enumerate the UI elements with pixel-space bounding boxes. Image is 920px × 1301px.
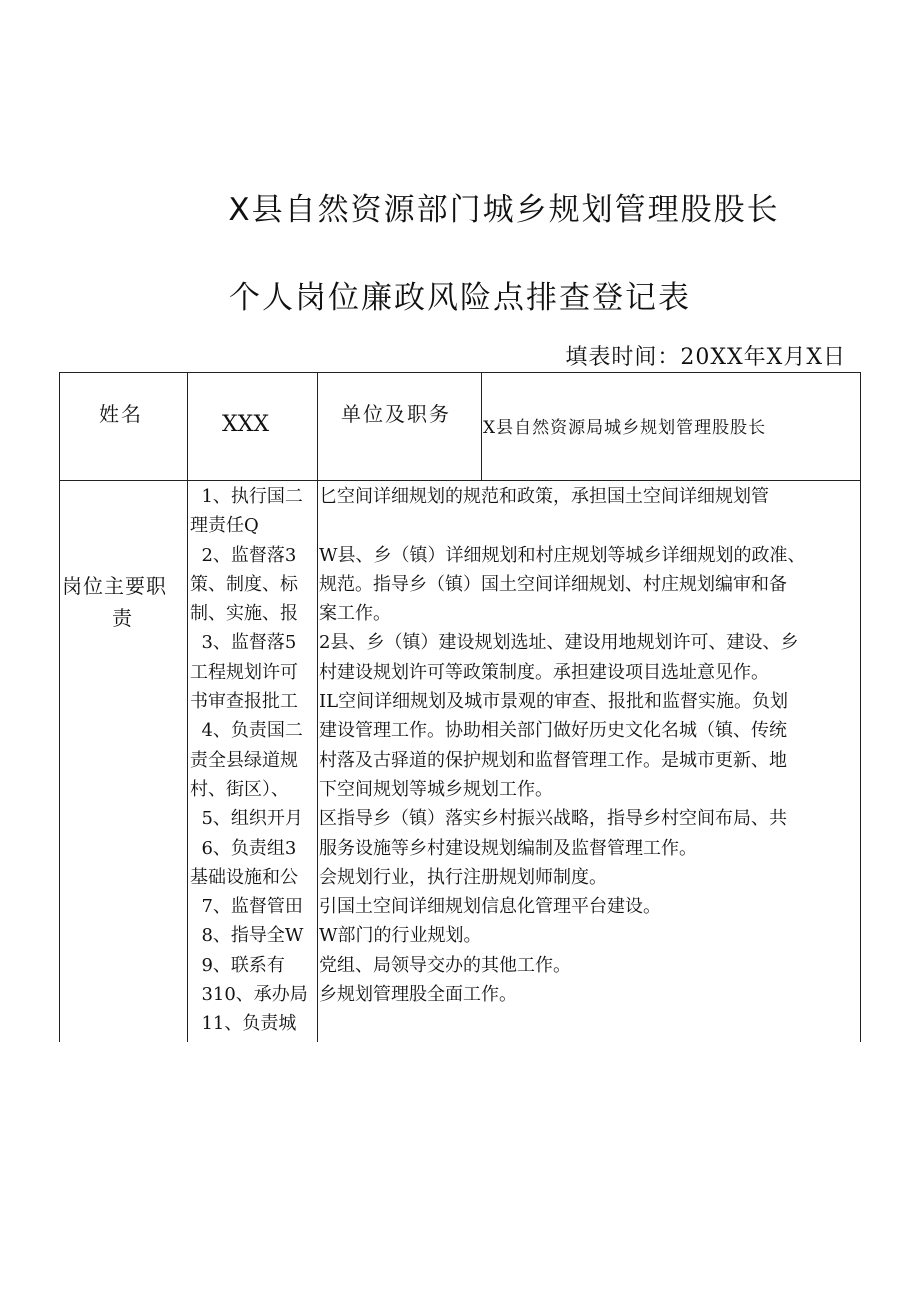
duty-right-line: 建设管理工作。协助相关部门做好历史文化名城（镇、传统 bbox=[319, 720, 787, 742]
table-right-border bbox=[860, 372, 861, 1042]
duty-left-line: 9、联系有 bbox=[190, 954, 285, 976]
duty-left-line: 理责任Q bbox=[190, 515, 259, 537]
duty-left-line: 7、监督管田 bbox=[190, 896, 303, 918]
duty-left-line: 策、制度、标 bbox=[190, 573, 298, 595]
position-label: 单位及职务 bbox=[341, 402, 451, 426]
column-divider-1 bbox=[187, 372, 188, 1042]
duties-label-line1: 岗位主要职 bbox=[62, 574, 167, 598]
column-divider-3 bbox=[481, 372, 482, 480]
table-left-border bbox=[59, 372, 60, 1042]
position-value: X县自然资源局城乡规划管理股股长 bbox=[483, 418, 767, 438]
form-title-line1: X县自然资源部门城乡规划管理股股长 bbox=[228, 192, 780, 228]
duty-left-line: 书审查报批工 bbox=[190, 691, 298, 713]
duty-right-line: 服务设施等乡村建设规划编制及监督管理工作。 bbox=[319, 837, 697, 859]
duty-left-line: 2、监督落3 bbox=[190, 544, 297, 566]
name-label: 姓名 bbox=[99, 402, 143, 426]
duty-right-line: W部门的行业规划。 bbox=[319, 925, 482, 947]
duty-left-line: 11、负责城 bbox=[190, 1013, 297, 1035]
table-header-divider bbox=[59, 480, 861, 481]
duty-right-line: 引国土空间详细规划信息化管理平台建设。 bbox=[319, 896, 661, 918]
duty-left-line: 制、实施、报 bbox=[190, 603, 298, 625]
duty-right-line: 党组、局领导交办的其他工作。 bbox=[319, 954, 571, 976]
duty-right-line: 村建设规划许可等政策制度。承担建设项目选址意见作。 bbox=[319, 661, 769, 683]
duty-left-line: 8、指导全W bbox=[190, 925, 304, 947]
name-value: XXX bbox=[222, 412, 269, 437]
duty-right-line: IL空间详细规划及城市景观的审查、报批和监督实施。负划 bbox=[319, 691, 789, 713]
duty-left-line: 5、组织开月 bbox=[190, 808, 303, 830]
duty-left-line: 4、负责国二 bbox=[190, 720, 303, 742]
duties-label-line2: 责 bbox=[112, 606, 134, 630]
duty-right-line: 会规划行业，执行注册规划师制度。 bbox=[319, 866, 607, 888]
duty-right-line: 案工作。 bbox=[319, 603, 391, 625]
duty-right-line bbox=[319, 1009, 859, 1038]
duty-left-line: 1、执行国二 bbox=[190, 486, 303, 507]
duty-left-line: 6、负责组3 bbox=[190, 837, 297, 859]
duty-right-line: W县、乡（镇）详细规划和村庄规划等城乡详细规划的政准、 bbox=[319, 544, 806, 566]
fill-date: 填表时间：20XX年X月X日 bbox=[565, 345, 846, 370]
duty-left-line: 3、监督落5 bbox=[190, 632, 297, 654]
duty-list-right bbox=[319, 482, 859, 1039]
duty-left-line: 310、承办局 bbox=[190, 984, 308, 1006]
duty-right-line: 2县、乡（镇）建设规划选址、建设用地规划许可、建设、乡 bbox=[319, 632, 799, 654]
duty-right-line: 区指导乡（镇）落实乡村振兴战略，指导乡村空间布局、共 bbox=[319, 808, 787, 830]
duty-right-line bbox=[319, 511, 859, 540]
duty-left-line: 责全县绿道规 bbox=[190, 749, 298, 771]
duty-right-line: 规范。指导乡（镇）国土空间详细规划、村庄规划编审和备 bbox=[319, 573, 787, 595]
duty-list-left bbox=[190, 482, 316, 1039]
duty-right-line: 匕空间详细规划的规范和政策，承担国土空间详细规划管 bbox=[319, 486, 769, 507]
duty-left-line: 工程规划许可 bbox=[190, 661, 298, 683]
duty-left-line: 村、街区）、 bbox=[190, 778, 289, 800]
table-top-border bbox=[59, 372, 861, 373]
duty-right-line: 村落及古驿道的保护规划和监督管理工作。是城市更新、地 bbox=[319, 749, 787, 771]
duty-right-line: 下空间规划等城乡规划工作。 bbox=[319, 778, 553, 800]
duty-left-line: 基础设施和公 bbox=[190, 866, 298, 888]
duty-right-line: 乡规划管理股全面工作。 bbox=[319, 984, 517, 1006]
column-divider-2 bbox=[317, 372, 318, 1042]
form-title-line2: 个人岗位廉政风险点排查登记表 bbox=[229, 280, 691, 316]
